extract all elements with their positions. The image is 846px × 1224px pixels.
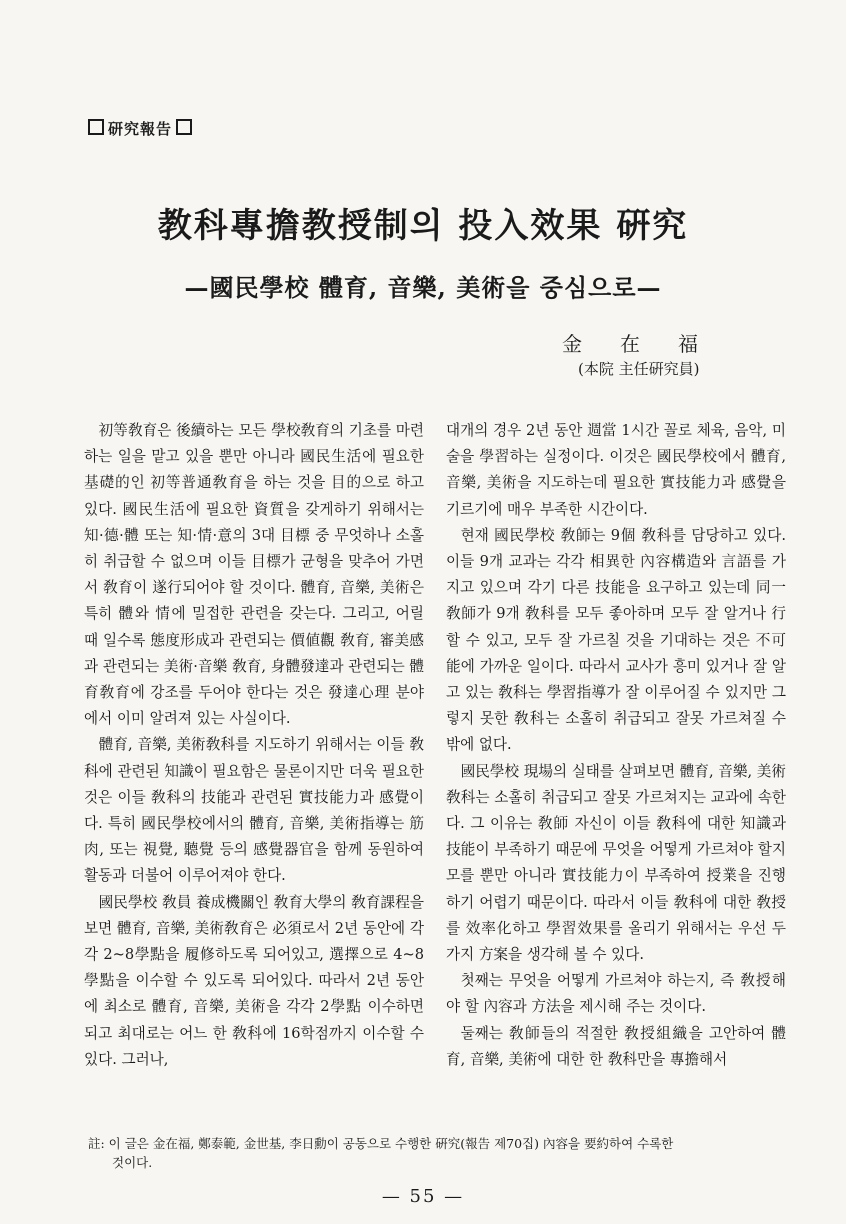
article-subtitle: —國民學校 體育, 音樂, 美術을 중심으로—: [184, 273, 662, 302]
paragraph: 둘째는 敎師들의 적절한 敎授組織을 고안하여 體育, 音樂, 美術에 대한 한 敎科만을 專擔해서: [446, 1024, 786, 1068]
paragraph: 國民學校 敎員 養成機關인 敎育大學의 敎育課程을 보면 體育, 音樂, 美術敎育은 必須로서 2년 동안에 각각 2~8學點을 履修하도록 되어있고, 選擇으로 4~8學點을 이수할 수 있도록 되어있다. 따라서 2년 동안에 최소로 體育, 音樂, 美術을 각각 2學點 이수하면 되고 최대로는 어느 한 敎科에 16학점까지 이수할 수 있다. 그러나,: [84, 893, 424, 1068]
body-column-left: [84, 418, 424, 1073]
body-column-right: [446, 418, 786, 1073]
footnote-line: 註: 이 글은 金在福, 鄭泰範, 金世基, 李日勳이 공동으로 수행한 硏究(報告 제70집) 內容을 要約하여 수록한: [88, 1136, 674, 1151]
section-tag: [84, 118, 196, 139]
paragraph: 國民學校 現場의 실태를 살펴보면 體育, 音樂, 美術敎科는 소홀히 취급되고 잘못 가르쳐지는 교과에 속한다. 그 이유는 敎師 자신이 이들 敎科에 대한 知識과 技能이 부족하기 때문에 무엇을 어떻게 가르쳐야 할지 모를 뿐만 아니라 實技能力이 부족하여 授業을 진행하기 어렵기 때문이다. 따라서 이들 敎科에 대한 敎授를 效率化하고 學習效果를 올리기 위해서는 우선 두 가지 方案을 생각해 볼 수 있다.: [446, 762, 786, 964]
square-bullet-icon: [176, 119, 192, 135]
section-tag-label: 研究報告: [108, 120, 173, 138]
article-title: 教科專擔教授制의 投入效果 硏究: [157, 206, 689, 246]
paragraph: 첫째는 무엇을 어떻게 가르쳐야 하는지, 즉 敎授해야 할 內容과 方法을 제시해 주는 것이다.: [446, 972, 786, 1016]
paragraph: 현재 國民學校 敎師는 9個 敎科를 담당하고 있다. 이들 9개 교과는 각각 相異한 內容構造와 言語를 가지고 있으며 각기 다른 技能을 요구하고 있는데 同一敎師가 9개 敎科를 모두 좋아하며 모두 잘 알거나 行할 수 있고, 모두 잘 가르칠 것을 기대하는 것은 不可能에 가까운 일이다. 따라서 교사가 흥미 있거나 잘 알고 있는 敎科는 學習指導가 잘 이루어질 수 있지만 그렇지 못한 敎科는 소홀히 취급되고 잘못 가르쳐질 수밖에 없다.: [446, 526, 786, 754]
footnote: [88, 1134, 788, 1172]
square-bullet-icon: [88, 119, 104, 135]
paragraph: 體育, 音樂, 美術敎科를 지도하기 위해서는 이들 敎科에 관련된 知識이 필요함은 물론이지만 더욱 필요한 것은 이들 敎科의 技能과 관련된 實技能力과 感覺이다. 특히 國民學校에서의 體育, 音樂, 美術指導는 筋肉, 또는 視覺, 聽覺 등의 感覺器官을 함께 동원하여 활동과 더불어 이루어져야 한다.: [84, 736, 424, 885]
paragraph: 대개의 경우 2년 동안 週當 1시간 꼴로 체육, 음악, 미술을 學習하는 실정이다. 이것은 國民學校에서 體育, 音樂, 美術을 지도하는데 필요한 實技能力과 感覺을 기르기에 매우 부족한 시간이다.: [446, 422, 786, 518]
footnote-line: 것이다.: [112, 1155, 153, 1170]
author-affiliation: (本院 主任硏究員): [578, 360, 700, 378]
author-name: 金在福: [562, 332, 736, 356]
paragraph: 初等敎育은 後續하는 모든 學校敎育의 기초를 마련하는 일을 맡고 있을 뿐만 아니라 國民生活에 필요한 基礎的인 初等普通敎育을 하는 것을 目的으로 하고 있다. 國民生活에 필요한 資質을 갖게하기 위해서는 知·德·體 또는 知·情·意의 3대 目標 중 무엇하나 소홀히 취급할 수 없으며 이들 目標가 균형을 맞추어 가면서 敎育이 遂行되어야 할 것이다. 體育, 音樂, 美術은 특히 體와 情에 밀접한 관련을 갖는다. 그리고, 어릴 때 일수록 態度形成과 관련되는 價値觀 敎育, 審美感과 관련되는 美術·音樂 敎育, 身體發達과 관련되는 體育敎育에 강조를 두어야 한다는 것은 發達心理 분야에서 이미 알려져 있는 사실이다.: [84, 422, 424, 728]
page-number: — 55 —: [381, 1186, 465, 1207]
